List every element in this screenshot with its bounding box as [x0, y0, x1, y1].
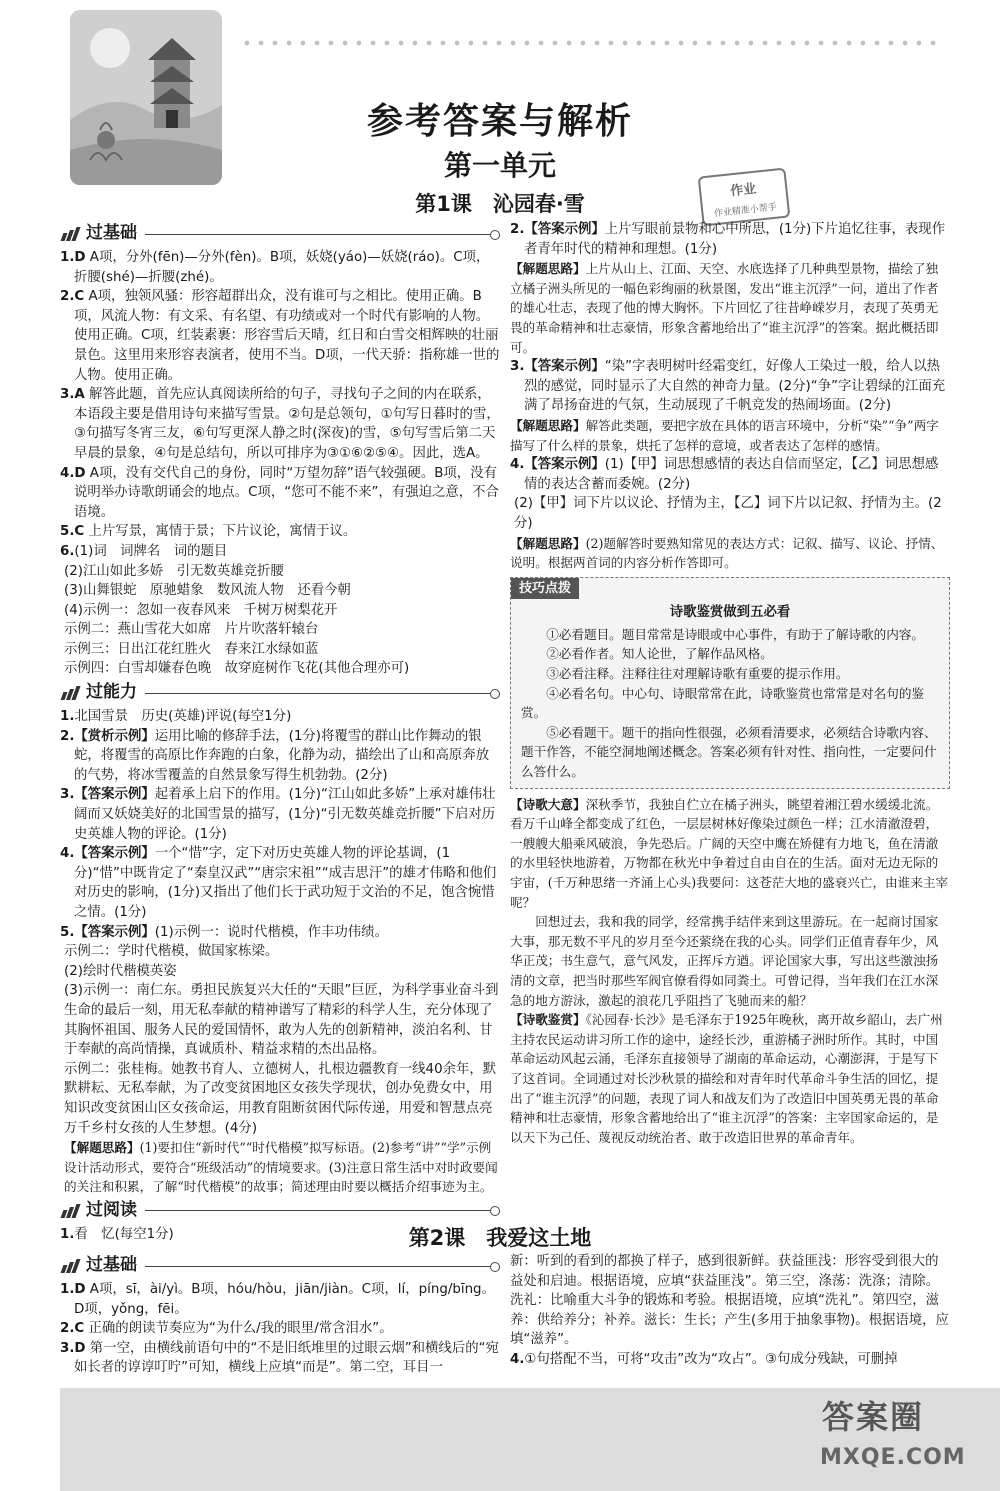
section-rule	[145, 234, 500, 235]
slash-marks-icon	[60, 1204, 80, 1218]
poem-appreciation: 【诗歌鉴赏】《沁园春·长沙》是毛泽东于1925年晚秋，离开故乡韶山，去广州主持农民运动讲习所工作的途中，途经长沙，重游橘子洲时所作。其时，中国革命运动风起云涌，毛泽东直接领导了湖南的革命运动，心潮澎湃，于是写下了这首词。全词通过对长沙秋景的描绘和对青年时代革命斗争生活的回忆，提出了“谁主沉浮”的问题，表现了词人和战友们为了改造旧中国英勇无畏的革命精神和壮志豪情，形象含蓄地给出了“谁主沉浮”的答案：主宰国家命运的，是以天下为己任、蔑视反动统治者、敢于改造旧世界的革命青年。	[510, 1012, 943, 1145]
section-jichu	[60, 222, 500, 246]
corner-illustration	[70, 10, 222, 185]
header-dotted-rule	[240, 40, 940, 46]
slash-marks-icon	[60, 1259, 80, 1273]
tip-line: ①必看题目。题目常常是诗眼或中心事件，有助于了解诗歌的内容。	[546, 626, 924, 642]
lesson2-right-column	[510, 1252, 950, 1370]
answer-item: 3.D 第一空，由横线前语句中的“不是旧纸堆里的过眼云烟”和横线后的“宛如长者的谆谆叮咛”可知，横线上应填“而是”。第二空，耳目一	[60, 1340, 499, 1376]
answer-line: (2)绘时代楷模英姿	[64, 963, 177, 979]
tip-line: ③必看注释。注释往往对理解诗歌有重要的提示作用。	[546, 666, 849, 682]
solution-note: 【解题思路】(1)要扣住“新时代”“时代楷模”拟写标语。(2)参考“讲”“学”示例设计活动形式，要符合“班级活动”的情境要求。(3)注意日常生活中对时政要闻的关注和积累，了解“时代楷模”的故事；简述理由时要以概括介绍事迹为主。	[64, 1140, 498, 1195]
homework-stamp	[698, 168, 791, 227]
unit-title: 第一单元	[443, 149, 556, 182]
lesson1-right-column	[510, 220, 950, 1147]
pagoda-illustration-icon	[70, 10, 222, 185]
tip-title: 诗歌鉴赏做到五必看	[669, 605, 791, 621]
section-rule	[145, 1210, 500, 1211]
section-label: 过基础	[86, 223, 137, 244]
slash-marks-icon	[60, 227, 80, 241]
answer-line: (3)示例一：南仁东。勇担民族复兴大任的“天眼”巨匠，为科学事业奋斗到生命的最后一刻，用无私奉献的精神谱写了精彩的科学人生，充分体现了其胸怀祖国、服务人民的爱国情怀，敢为人先的创新精神，淡泊名利、甘于奉献的高尚情操，真诚质朴、精益求精的杰出品格。	[64, 983, 499, 1058]
lesson1-title: 第1课 沁园春·雪	[415, 192, 585, 216]
solution-note: 【解题思路】上片从山上、江面、天空、水底选择了几种典型景物，描绘了独立橘子洲头所见的一幅色彩绚丽的秋景图，发出“谁主沉浮”一问，道出了作者的雄心壮志，表现了他的博大胸怀。下片回忆了往昔峥嵘岁月，表现了英勇无畏的革命精神和壮志豪情，形象含蓄地给出了“谁主沉浮”的答案。据此概括即可。	[510, 261, 939, 355]
lesson2-left-column	[60, 1252, 500, 1378]
answer-item: 5.C 上片写景，寓情于景；下片议论，寓情于议。	[60, 524, 357, 540]
solution-note: 【解题思路】解答此类题，要把字放在具体的语言环境中，分析“染”“争”两字描写了什么样的景象，烘托了怎样的意境，或者表达了怎样的感情。	[510, 417, 939, 453]
answer-line: (2)【甲】词下片以议论、抒情为主，【乙】词下片以记叙、抒情为主。(2分)	[514, 496, 942, 531]
answer-item: 2.【答案示例】上片写眼前景物和心中所思，(1分)下片追忆往事，表现作者青年时代的精神和理想。(1分)	[510, 222, 946, 257]
tip-box	[510, 577, 950, 789]
answer-line: (3)山舞银蛇 原驰蜡象 数风流人物 还看今朝	[64, 583, 351, 599]
answer-item: 1.D A项，分外(fēn)—分外(fèn)。B项，妖娆(yáo)—妖娆(ráo)。C项，折腰(shé)—折腰(zhé)。	[60, 250, 490, 285]
section-yuedu	[60, 1199, 500, 1223]
answer-line: 示例二：燕山雪花大如席 片片吹落轩辕台	[64, 622, 319, 638]
section-label: 过阅读	[86, 1200, 137, 1221]
answer-line: (2)江山如此多娇 引无数英雄竞折腰	[64, 563, 284, 579]
answer-item: 3.A 解答此题，首先应认真阅读所给的句子，寻找句子之间的内在联系，本语段主要是借用诗句来描写雪景。②句是总领句，①句写日暮时的雪，③句描写冬宵三友，⑥句写更深人静之时(深夜)的雪，⑤句写雪后第二天早晨的景象，④句是总结句，所以可排序为③①⑥②⑤④。因此，选A。	[60, 387, 500, 461]
answer-item: 5.【答案示例】(1)示例一：说时代楷模，作丰功伟绩。	[60, 924, 388, 940]
answer-item: 1.D A项，sī，ài/yì。B项，hóu/hòu，jiān/jiàn。C项，lí，píng/bīng。D项，yǒng，fēi。	[60, 1282, 495, 1317]
answer-line: 示例二：学时代楷模，做国家栋梁。	[64, 944, 279, 960]
answer-line: 示例二：张桂梅。她教书育人、立德树人，扎根边疆教育一线40余年，默默耕耘、无私奉献，为了改变贫困地区女孩失学现状，创办免费女中，用知识改变贫困山区女孩命运，用教育阻断贫困代际传递，用爱和智慧点亮万千乡村女孩的人生梦想。(4分)	[64, 1061, 497, 1136]
answer-item: 3.【答案示例】起着承上启下的作用。(1分)“江山如此多娇”上承对雄伟壮阔而又妖娆美好的北国雪景的描写，(1分)“引无数英雄竞折腰”下启对历史英雄人物的评论。(1分)	[60, 787, 496, 842]
answer-item: 2.【赏析示例】运用比喻的修辞手法，(1分)将覆雪的群山比作舞动的银蛇，将覆雪的高原比作奔跑的白象，化静为动，描绘出了山和高原奔放的气势，将冰雪覆盖的自然景象写得生机勃勃。(2分)	[60, 728, 490, 783]
watermark-logo: 答案圈	[822, 1398, 925, 1436]
answer-item: 1.北国雪景 历史(英雄)评说(每空1分)	[60, 709, 292, 725]
section-rule	[145, 693, 500, 694]
answer-item: 4.①句搭配不当，可将“攻击”改为“攻占”。③句成分残缺，可删掉	[510, 1351, 898, 1367]
tip-line: ④必看名句。中心句、诗眼常常在此，诗歌鉴赏也常常是对名句的鉴赏。	[521, 685, 924, 721]
tip-tag: 技巧点拨	[511, 578, 579, 600]
answer-item: 3.【答案示例】“染”字表明树叶经霜变红，好像人工染过一般，给人以热烈的感觉，同时显示了大自然的神奇力量。(2分)“争”字让碧绿的江面充满了昂扬奋进的气氛，生动展现了千帆竞发的热闹场面。(2分)	[510, 359, 946, 414]
section-rule	[145, 1266, 500, 1267]
answer-item: 2.C 正确的朗读节奏应为“为什么/我的眼里/常含泪水”。	[60, 1321, 393, 1337]
answer-item: 4.【答案示例】(1)【甲】词思想感情的表达自信而坚定，【乙】词思想感情的表达含蓄而委婉。(2分)	[510, 457, 939, 492]
answer-line: 示例三：日出江花红胜火 春来江水绿如蓝	[64, 641, 319, 657]
slash-marks-icon	[60, 686, 80, 700]
answer-line: 示例四：白雪却嫌春色晚 故穿庭树作飞花(其他合理亦可)	[64, 661, 410, 677]
answer-item: 1.看 忆(每空1分)	[60, 1226, 174, 1242]
tip-line: ②必看作者。知人论世，了解作品风格。	[546, 646, 773, 662]
stamp-line1: 作业	[729, 181, 758, 200]
watermark-url: MXQE.COM	[820, 1445, 966, 1470]
answer-item: 6.(1)词 词牌名 词的题目	[60, 543, 228, 559]
poem-meaning: 【诗歌大意】深秋季节，我独自伫立在橘子洲头，眺望着湘江碧水缓缓北流。看万千山峰全都变成了红色，一层层树林好像染过颜色一样；江水清澈澄碧，一艘艘大船乘风破浪，争先恐后。广阔的天空中鹰在矫健有力地飞，鱼在清澈的水里轻快地游着，万物都在秋光中争着过自由自在的生活。面对无边无际的宇宙，(千万种思绪一齐涌上心头)我要问：这苍茫大地的盛衰兴亡，由谁来主宰呢？	[510, 796, 949, 910]
solution-note: 【解题思路】(2)题解答时要熟知常见的表达方式：记叙、描写、议论、抒情、说明。根据两首词的内容分析作答即可。	[510, 535, 944, 571]
section-nengli	[60, 681, 500, 705]
section-label: 过能力	[86, 682, 137, 703]
answer-line: (4)示例一：忽如一夜春风来 千树万树梨花开	[64, 602, 338, 618]
answer-continuation: 新：听到的看到的都换了样子，感到很新鲜。获益匪浅：形容受到很大的益处和启迪。根据语境，应填“获益匪浅”。第三空，涤荡：洗涤；清除。洗礼：比喻重大斗争的锻炼和考验。根据语境，应填“洗礼”。第四空，滋养：供给养分；补养。滋长：生长；产生(多用于抽象事物)。根据语境，应填“滋养”。	[510, 1254, 949, 1348]
lesson2-title: 第2课 我爱这土地	[408, 1226, 592, 1250]
answer-item: 2.C A项，独领风骚：形容超群出众，没有谁可与之相比。使用正确。B项，风流人物：有文采、有名望、有功绩或对一个时代有影响的人物。使用正确。C项，红装素裹：形容雪后天晴，红日和白雪交相辉映的壮丽景色。这里用来形容表演者，使用不当。D项，一代天骄：指称雄一世的人物。使用正确。	[60, 289, 500, 383]
poem-meaning-p2: 回想过去，我和我的同学，经常携手结伴来到这里游玩。在一起商讨国家大事，那无数不平凡的岁月至今还萦绕在我的心头。同学们正值青春年少，风华正茂；书生意气，意气风发，正挥斥方遒。评论国家大事，写出这些激浊扬清的文章，把当时那些军阀官僚看得如同粪土。可曾记得，当年我们在江水深急的地方游泳，激起的浪花几乎阻挡了飞驰而来的船？	[510, 914, 939, 1008]
page-title: 参考答案与解析	[366, 101, 633, 142]
answer-item: 4.【答案示例】一个“惜”字，定下对历史英雄人物的评论基调，(1分)“惜”中既肯定了“秦皇汉武”“唐宗宋祖”“成吉思汗”的雄才伟略和他们对历史的影响，(1分)又指出了他们长于武功短于文治的不足，饱含惋惜之情。(1分)	[60, 846, 497, 920]
answer-item: 4.D A项，没有交代自己的身份，同时“万望勿辞”语气较强硬。B项，没有说明举办诗歌朗诵会的地点。C项，“您可不能不来”，有强迫之意，不合语境。	[60, 465, 499, 520]
stamp-line2: 作业精准小帮手	[713, 202, 778, 220]
section-jichu-2	[60, 1254, 500, 1278]
lesson1-left-column	[60, 220, 500, 1245]
section-label: 过基础	[86, 1255, 137, 1276]
tip-line: ⑤必看题干。题干的指向性很强，必须看清要求，必须结合诗歌内容、题干作答，不能空洞地阐述概念。答案必须有针对性、指向性，一定要问什么答什么。	[521, 724, 937, 780]
